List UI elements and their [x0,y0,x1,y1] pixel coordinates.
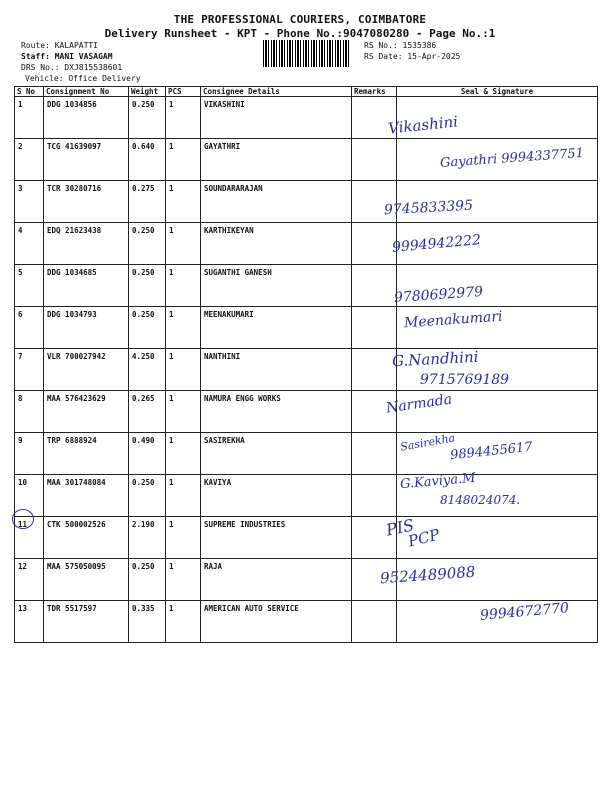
table-header-row [15,87,598,97]
drs-number: DRS No.: DXJ815538601 [21,63,123,72]
cell-remarks [352,475,397,517]
cell-consignee: GAYATHRI [201,139,352,181]
handwritten-phone: 9524489088 [379,562,476,588]
col-header-signature: Seal & Signature [397,87,598,97]
cell-weight: 0.250 [129,475,166,517]
cell-weight: 0.250 [129,265,166,307]
cell-consignee: MEENAKUMARI [201,307,352,349]
cell-sno: 3 [15,181,44,223]
cell-pcs: 1 [166,559,201,601]
cell-pcs: 1 [166,601,201,643]
runsheet-title: THE PROFESSIONAL COURIERS, COIMBATORE [173,13,427,26]
cell-weight: 0.640 [129,139,166,181]
cell-remarks [352,139,397,181]
col-header-consignee: Consignee Details [201,87,352,97]
cell-consignee: NAMURA ENGG WORKS [201,391,352,433]
cell-pcs: 1 [166,391,201,433]
table-row [15,559,598,601]
cell-consignment: MAA 575050095 [44,559,129,601]
barcode [263,40,349,67]
cell-pcs: 1 [166,181,201,223]
cell-sno: 9 [15,433,44,475]
handwritten-circle-mark [12,509,34,529]
runsheet-subtitle: Delivery Runsheet - KPT - Phone No.:9047080280 - Page No.:1 [104,27,496,40]
cell-pcs: 1 [166,223,201,265]
cell-consignee: SUPREME INDUSTRIES [201,517,352,559]
cell-weight: 4.250 [129,349,166,391]
cell-consignment: TDR 5517597 [44,601,129,643]
route-label: Route: KALAPATTI [21,41,99,50]
rs-date: RS Date: 15-Apr-2025 [364,52,461,61]
handwritten-signature: Gayathri 9994337751 [439,145,585,172]
table-row [15,181,598,223]
col-header-remarks: Remarks [352,87,397,97]
cell-sno: 7 [15,349,44,391]
rs-number: RS No.: 1535386 [364,41,437,50]
cell-consignment: VLR 700027942 [44,349,129,391]
handwritten-signature: Vikashini [387,112,459,138]
cell-remarks [352,433,397,475]
handwritten-phone: 8148024074. [440,493,521,507]
cell-consignee: KARTHIKEYAN [201,223,352,265]
cell-pcs: 1 [166,265,201,307]
handwritten-phone: 9780692979 [393,283,484,307]
cell-consignment: TCG 41639097 [44,139,129,181]
cell-sno: 6 [15,307,44,349]
cell-weight: 0.490 [129,433,166,475]
cell-sno: 13 [15,601,44,643]
cell-remarks [352,223,397,265]
col-header-weight: Weight [129,87,166,97]
cell-consignment: DDG 1034793 [44,307,129,349]
col-header-consignment: Consignment No [44,87,129,97]
cell-remarks [352,265,397,307]
cell-consignee: SASIREKHA [201,433,352,475]
cell-pcs: 1 [166,517,201,559]
cell-pcs: 1 [166,97,201,139]
cell-pcs: 1 [166,307,201,349]
handwritten-signature: G.Nandhini [391,347,479,371]
handwritten-signature: Narmada [385,391,454,417]
table-row [15,391,598,433]
cell-consignment: TRP 6888924 [44,433,129,475]
cell-sno: 5 [15,265,44,307]
cell-sno: 2 [15,139,44,181]
col-header-pcs: PCS [166,87,201,97]
cell-weight: 0.335 [129,601,166,643]
cell-pcs: 1 [166,349,201,391]
table-row [15,97,598,139]
cell-pcs: 1 [166,433,201,475]
cell-weight: 2.190 [129,517,166,559]
cell-remarks [352,307,397,349]
cell-sno: 1 [15,97,44,139]
cell-weight: 0.250 [129,223,166,265]
cell-consignee: AMERICAN AUTO SERVICE [201,601,352,643]
handwritten-signature: G.Kaviya.M [399,470,477,493]
staff-label: Staff: MANI VASAGAM [21,52,113,61]
handwritten-signature: Meenakumari [403,308,504,332]
handwritten-phone: 9745833395 [383,197,474,219]
handwritten-phone: 9994942222 [391,232,482,256]
cell-consignee: SOUNDARARAJAN [201,181,352,223]
vehicle-label: Vehicle: Office Delivery [25,74,141,83]
table-row [15,223,598,265]
cell-consignment: CTK 500002526 [44,517,129,559]
cell-pcs: 1 [166,139,201,181]
cell-sno: 11 [15,517,44,559]
table-row [15,517,598,559]
cell-sno: 10 [15,475,44,517]
cell-consignment: EDQ 21623438 [44,223,129,265]
cell-weight: 0.250 [129,559,166,601]
cell-weight: 0.250 [129,307,166,349]
col-header-sno: S No [15,87,44,97]
handwritten-phone: 9894455617 [449,439,534,464]
handwritten-mark: PIS [384,515,416,540]
cell-consignee: SUGANTHI GANESH [201,265,352,307]
cell-weight: 0.250 [129,97,166,139]
cell-consignment: MAA 576423629 [44,391,129,433]
handwritten-signature: Sasirekha [399,431,457,454]
cell-consignee: KAVIYA [201,475,352,517]
cell-consignee: RAJA [201,559,352,601]
cell-consignment: DDG 1034856 [44,97,129,139]
cell-consignment: DDG 1034685 [44,265,129,307]
cell-consignee: VIKASHINI [201,97,352,139]
cell-pcs: 1 [166,475,201,517]
cell-consignment: TCR 30280716 [44,181,129,223]
cell-remarks [352,601,397,643]
table-row [15,349,598,391]
runsheet-table [14,86,598,643]
cell-sno: 8 [15,391,44,433]
handwritten-phone: 9715769189 [420,372,510,388]
cell-sno: 4 [15,223,44,265]
cell-sno: 12 [15,559,44,601]
cell-weight: 0.265 [129,391,166,433]
table-row [15,307,598,349]
table-row [15,265,598,307]
cell-remarks [352,349,397,391]
handwritten-mark: PCP [406,525,442,551]
cell-consignee: NANTHINI [201,349,352,391]
cell-weight: 0.275 [129,181,166,223]
handwritten-phone: 9994672770 [479,600,570,624]
cell-consignment: MAA 301748084 [44,475,129,517]
